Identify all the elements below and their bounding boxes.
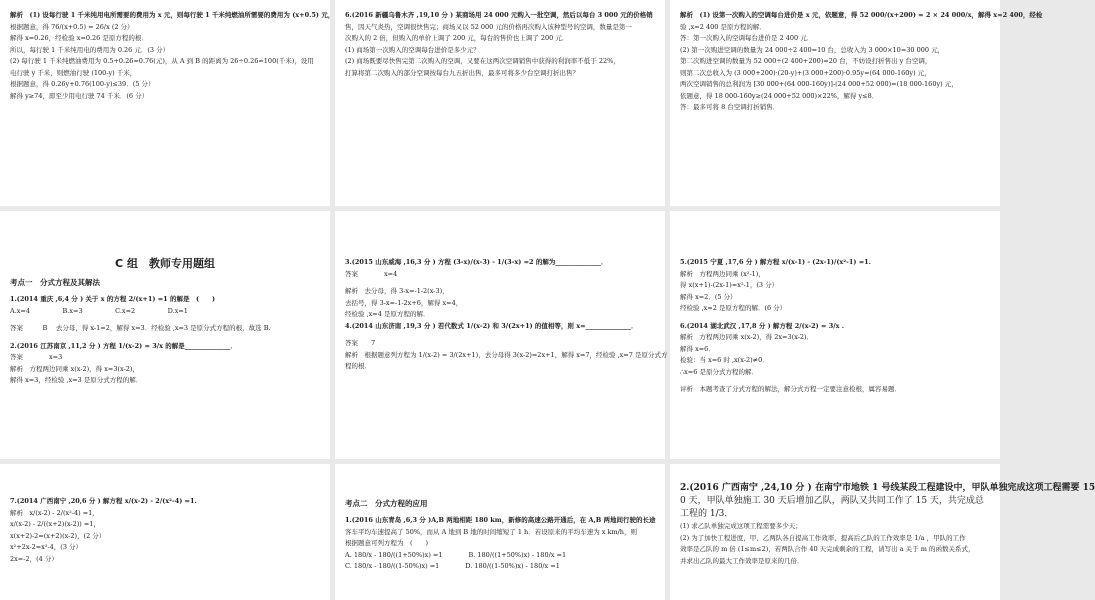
question-line: (1) 求乙队单独完成这项工程需要多少天； [680,522,802,530]
option-line: A. 180/x - 180/((1+50%)x) =1 B. 180/((1+50%)x) - 180/x =1 [345,550,567,559]
solution-line: 根据题意，得 0.26y+0.76(100-y)≤39．(5 分） [10,80,155,88]
solution-line: 解析 方程两边同乘 x(x-2)，得 2x=3(x-2)． [680,333,814,341]
solution-line: 答：第一次购入的空调每台进价是 2 400 元． [680,34,814,42]
question-line: 客车平均车速提高了 50%，而从 A 地到 B 地的时间缩短了 1 h．若设原来的平均车速为 x km/h，则 [345,527,637,536]
solution-line: x²+2x-2=x²-4，(3 分） [10,543,83,551]
page-8 [335,464,665,600]
solution-line: 经检验 ,x=2 是原方程的解．(6 分） [680,304,787,312]
solution-line: 解析 方程两边同乘 (x²-1)， [680,269,765,278]
page-4 [0,211,330,459]
solution-line: 解得 x=3，经检验 ,x=3 是原分式方程的解． [10,376,143,384]
page-6 [670,211,1000,459]
solution-line: 解得 x=0.26，经检验 x=0.26 是原方程的根． [10,34,148,42]
solution-line: (2) 第一次购进空调的数量为 24 000÷2 400=10 台，总收入为 3 000×10=30 000 元， [680,45,945,54]
page-7 [0,464,330,600]
subsection-title: 考点一 分式方程及其解法 [10,278,100,287]
solution-line: 程的根． [345,362,371,370]
question-line: (2) 为了加快工程进度，甲、乙两队各自提高工作效率，提高后乙队的工作效率是 1/a ，甲队的工作 [680,533,966,542]
page-9 [670,464,1095,600]
solution-line: 解得 x=2．(5 分） [680,292,737,301]
question-line: 2.(2016 广西南宁 ,24,10 分 ) 在南宁市地铁 1 号线某段工程建设中，甲队单独完成这项工程需要 15 [680,483,1095,493]
question-line: 售，因天气炎热，空调很快售完；商场又以 52 000 元的价格再次购入该种型号的空调，数量是第一 [345,22,632,31]
page-2 [335,0,665,206]
section-title: C 组 教师专用题组 [115,257,215,270]
solution-line: x/(x-2) - 2/((x+2)(x-2)) =1， [10,520,100,528]
question-line: 效率是乙队的 m 倍 (1≤m≤2)，若两队合作 40 天完成剩余的工程，请写出 a 关于 m 的函数关系式， [680,545,975,553]
solution-line: 依题意，得 18 000-160y≥(24 000+52 000)×22%，解得 y≤8． [680,91,879,100]
solution-line: 解得 y≥74，即至少用电行驶 74 千米．(6 分） [10,91,149,100]
answer-line: 答案 B 去分母，得 x-1=2，解得 x=3．经检验 ,x=3 是原分式方程的根，故选 B. [10,324,271,332]
solution-line: 2x=-2，(4 分） [10,554,58,563]
solution-line: 解得 x=6． [680,344,715,353]
solution-line: 解析 根据题意列方程为 1/(x-2) = 3/(2x+1)，去分母得 3(x-2)=2x+1，解得 x=7，经检验 ,x=7 是原分式方 [345,350,668,359]
question-line: 3.(2015 山东威海 ,16,3 分 ) 方程 (3-x)/(x-3) - 1/(3-x) =2 的解为______________． [345,258,608,266]
solution-line: 根据题意，得 76/(x+0.5) = 26/x (2 分） [10,22,134,31]
subsection-title: 考点二 分式方程的应用 [345,499,428,508]
solution-line: ∴x=6 是原分式方程的解． [680,367,758,376]
solution-line: 解析 去分母，得 3-x=-1-2(x-3)， [345,287,449,295]
answer-line: 答案 x=3 [10,353,63,361]
question-line: 6.(2014 湖北武汉 ,17,8 分 ) 解方程 2/(x-2) = 3/x . [680,321,844,330]
solution-line: x(x+2)-2=(x+2)(x-2)，(2 分） [10,531,106,540]
question-line: 根据题意可列方程为 ( ) [345,539,429,547]
question-line: 4.(2014 山东济南 ,19,3 分 ) 若代数式 1/(x-2) 和 3/(2x+1) 的值相等，则 x=______________． [345,321,638,330]
solution-line: 解析 (1) 设每行驶 1 千米纯用电所需要的费用为 x 元，则每行驶 1 千米纯燃油所需要的费用为 (x+0.5) 元， [10,11,335,19]
solution-line: 则第二次总收入为 (3 000+200)·(20-y)+(3 000+200)·0.95y=(64 000-160y) 元， [680,68,931,77]
solution-line: 检验：当 x=6 时 ,x(x-2)≠0． [680,356,769,364]
answer-line: 答案 x=4 [345,269,398,278]
solution-line: 所以，每行驶 1 千米纯用电的费用为 0.26 元．(3 分） [10,45,170,54]
solution-line: 解析 方程两边同乘 x(x-2)，得 x=3(x-2)， [10,364,139,373]
question-line: 0 天，甲队单独施工 30 天后增加乙队，两队又共同工作了 15 天，共完成总 [680,496,984,506]
solution-line: 答：最多可将 8 台空调打折销售． [680,103,780,111]
solution-line: 去括号，得 3-x=-1-2x+6，解得 x=4， [345,298,463,307]
solution-line: 得 x(x+1)-(2x-1)=x²-1，(3 分） [680,281,779,289]
question-line: 并求出乙队的最大工作效率是原来的几倍． [680,556,804,565]
solution-line: (2) 每行驶 1 千米纯燃油费用为 0.5+0.26=0.76(元)，从 A 到 B 的距离为 26÷0.26=100(千米)，设用电行驶 y 千米，则燃油行驶 (100-y) 千米， [10,57,314,77]
question-line: (1) 商场第一次购入的空调每台进价是多少元？ [345,45,480,54]
answer-line: 答案 7 [345,339,376,347]
question-line: 2.(2016 江苏南京 ,11,2 分 ) 方程 1/(x-2) = 3/x 的解是______________． [10,341,237,350]
question-line: 次购入的 2 倍，但购入的单价上调了 200 元，每台的售价也上调了 200 元． [345,34,569,42]
question-line: 5.(2015 宁夏 ,17,6 分 ) 解方程 x/(x-1) - (2x-1)/(x²-1) =1. [680,258,871,266]
page-5 [335,211,668,459]
solution-line: 经检验 ,x=4 是原方程的解． [345,310,430,318]
solution-line: 两次空调销售的总利润为 [30 000+(64 000-160y)]-(24 000+52 000)=(18 000-160y) 元， [680,80,958,88]
solution-line: 解析 x/(x-2) - 2/(x²-4) =1， [10,508,99,517]
options-line: A.x=4 B.x=3 C.x=2 D.x=1 [10,306,188,315]
question-line: 工程的 1/3． [680,509,734,519]
question-line: 7.(2014 广西南宁 ,20,6 分 ) 解方程 x/(x-2) - 2/(x²-4) =1. [10,497,197,505]
question-line: 1.(2014 重庆 ,6,4 分 ) 关于 x 的方程 2/(x+1) =1 的解是 ( ) [10,295,216,303]
solution-line: 验 ,x=2 400 是原方程的解． [680,22,766,31]
page-1 [0,0,335,206]
page-3 [670,0,1043,206]
question-line: (2) 商场既要尽快售完第二次购入的空调，又要在这两次空调销售中获得的利润率不低于 22%， [345,57,620,65]
question-line: 打算将第二次购入的部分空调按每台九五折出售，最多可将多少台空调打折出售？ [345,68,579,77]
option-line: C. 180/x - 180/((1-50%)x) =1 D. 180/((1-50%)x) - 180/x =1 [345,562,560,570]
solution-line: 第二次购进空调的数量为 52 000÷(2 400+200)=20 台，不妨设打折售出 y 台空调， [680,57,932,65]
question-line: 1.(2016 山东青岛 ,6,3 分 )A,B 两地相距 180 km，新修的高速公路开通后，在 A,B 两地间行驶的长途 [345,516,656,524]
solution-line: 解析 (1) 设第一次购入的空调每台进价是 x 元，依题意，得 52 000/(x+200) = 2 × 24 000/x，解得 x=2 400，经检 [680,11,1043,19]
comment-line: 评析 本题考查了分式方程的解法，解分式方程一定要注意检根，属容易题． [680,385,901,393]
question-line: 6.(2016 新疆乌鲁木齐 ,19,10 分 ) 某商场用 24 000 元购入一批空调，然后以每台 3 000 元的价格销 [345,11,653,19]
